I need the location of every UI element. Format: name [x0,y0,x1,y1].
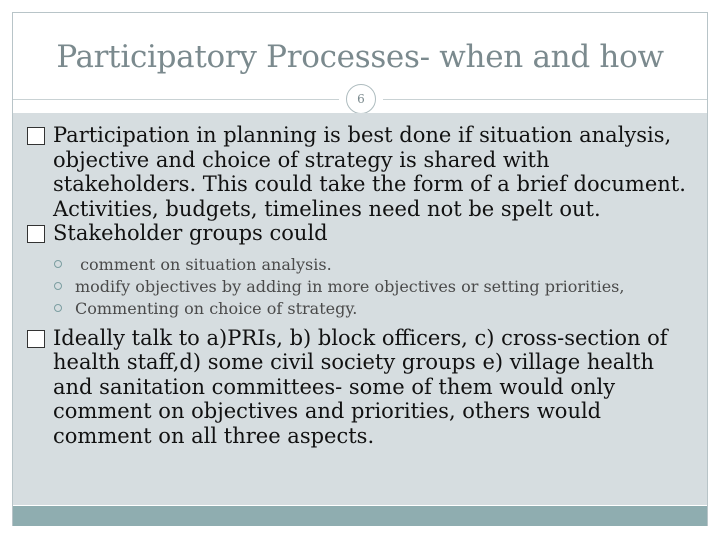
ring-bullet-icon [54,282,62,290]
bullet-item [27,221,697,246]
footer-band [13,506,707,526]
slide-title: Participatory Processes- when and how [56,39,664,75]
slide-frame [12,12,708,526]
sub-bullet-text: modify objectives by adding in more objectives or setting priorities, [75,276,625,296]
bullet-item [27,326,697,449]
content-panel [13,113,707,505]
slide-number: 6 [346,84,376,114]
sub-bullet-item [27,254,697,276]
bullet-text: Stakeholder groups could [53,221,328,245]
ring-bullet-icon [54,304,62,312]
bullet-text: Participation in planning is best done if situation analysis, objective and choice of strategy is shared with stakeholders. This could take the form of a brief document. Activities, budgets, timelines need not be spelt out. [53,123,686,221]
square-bullet-icon [27,330,45,348]
bullet-text: Ideally talk to a)PRIs, b) block officers, c) cross-section of health staff,d) some civil society groups e) village health and sanitation committees- some of them would only comment on objectives and priorities, others would comment on all three aspects. [53,325,668,448]
title-area [13,13,707,105]
square-bullet-icon [27,225,45,243]
title-divider-left [13,99,339,100]
square-bullet-icon [27,127,45,145]
sub-bullet-item [27,276,697,298]
sub-bullet-list [27,254,697,320]
bullet-list [27,123,697,448]
sub-bullet-item [27,298,697,320]
title-divider-right [383,99,707,100]
sub-bullet-text: Commenting on choice of strategy. [75,298,358,318]
bullet-item [27,123,697,221]
ring-bullet-icon [54,260,62,268]
sub-bullet-text: comment on situation analysis. [75,254,332,274]
